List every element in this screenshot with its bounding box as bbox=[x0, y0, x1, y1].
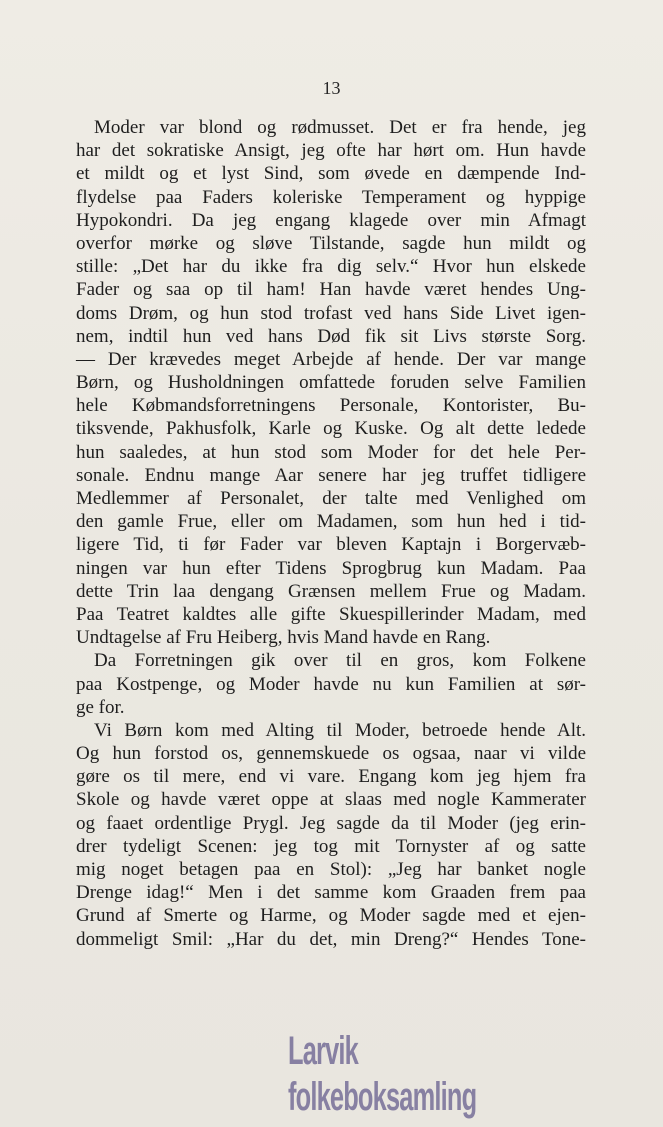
text-line: Drenge idag!“ Men i det samme kom Graaden frem paa bbox=[76, 882, 586, 904]
text-line: flydelse paa Faders koleriske Temperament og hyppige bbox=[76, 186, 586, 208]
text-line: paa Kostpenge, og Moder havde nu kun Familien at sør- bbox=[76, 673, 586, 695]
text-line: — Der krævedes meget Arbejde af hende. Der var mange bbox=[76, 348, 586, 370]
text-line: Skole og havde været oppe at slaas med nogle Kammerater bbox=[76, 789, 586, 811]
text-line: hun saaledes, at hun stod som Moder for det hele Per- bbox=[76, 441, 586, 463]
text-line: Medlemmer af Personalet, der talte med Venlighed om bbox=[76, 488, 586, 509]
text-line: Da Forretningen gik over til en gros, kom Folkene bbox=[94, 650, 586, 672]
text-line: nem, indtil hun ved hans Død fik sit Livs største Sorg. bbox=[76, 325, 586, 347]
text-line: doms Drøm, og hun stod trofast ved hans Side Livet igen- bbox=[76, 302, 586, 324]
text-line: Grund af Smerte og Harme, og Moder sagde med et ejen- bbox=[76, 905, 586, 927]
text-line: Fader og saa op til ham! Han havde været hendes Ung- bbox=[76, 279, 586, 301]
text-line: ningen var hun efter Tidens Sprogbrug kun Madam. Paa bbox=[76, 557, 586, 579]
text-line: stille: „Det har du ikke fra dig selv.“ Hvor hun elskede bbox=[76, 256, 586, 278]
text-line: hele Købmandsforretningens Personale, Kontorister, Bu- bbox=[76, 395, 586, 417]
text-line: og faaet ordentlige Prygl. Jeg sagde da til Moder (jeg erin- bbox=[76, 812, 586, 834]
text-line: ligere Tid, ti før Fader var bleven Kaptajn i Borgervæb- bbox=[76, 534, 586, 556]
text-line: sonale. Endnu mange Aar senere har jeg truffet tidligere bbox=[76, 464, 586, 486]
text-line: Og hun forstod os, gennemskuede os ogsaa, naar vi vilde bbox=[76, 743, 586, 765]
page-number: 13 bbox=[322, 78, 341, 98]
text-line: Vi Børn kom med Alting til Moder, betroede hende Alt. bbox=[94, 719, 586, 741]
body-text bbox=[76, 116, 586, 951]
text-line: Undtagelse af Fru Heiberg, hvis Mand havde en Rang. bbox=[76, 627, 491, 649]
text-line: Hypokondri. Da jeg engang klagede over min Afmagt bbox=[76, 209, 586, 231]
text-line: den gamle Frue, eller om Madamen, som hun hed i tid- bbox=[76, 511, 586, 533]
text-line: mig noget betagen paa en Stol): „Jeg har banket nogle bbox=[76, 859, 586, 880]
text-line: drer tydeligt Scenen: jeg tog mit Tornyster af og satte bbox=[76, 835, 586, 857]
text-line: har det sokratiske Ansigt, jeg ofte har hørt om. Hun havde bbox=[76, 140, 586, 162]
text-line: Børn, og Husholdningen omfattede foruden selve Familien bbox=[76, 372, 586, 394]
text-line: dommeligt Smil: „Har du det, min Dreng?“ Hendes Tone- bbox=[76, 928, 586, 950]
text-line: gøre os til mere, end vi vare. Engang kom jeg hjem fra bbox=[76, 766, 586, 788]
text-line: ge for. bbox=[76, 696, 125, 718]
text-line: dette Trin laa dengang Grænsen mellem Frue og Madam. bbox=[76, 580, 586, 602]
text-line: overfor mørke og sløve Tilstande, sagde hun mildt og bbox=[76, 232, 586, 254]
text-line: Moder var blond og rødmusset. Det er fra hende, jeg bbox=[94, 117, 586, 138]
text-line: et mildt og et lyst Sind, som øvede en dæmpende Ind- bbox=[76, 163, 586, 185]
text-line: Paa Teatret kaldtes alle gifte Skuespillerinder Madam, med bbox=[76, 603, 586, 625]
text-line: tiksvende, Pakhusfolk, Karle og Kuske. Og alt dette ledede bbox=[76, 418, 586, 440]
library-stamp: Larvik folkeboksamling bbox=[288, 1027, 477, 1119]
